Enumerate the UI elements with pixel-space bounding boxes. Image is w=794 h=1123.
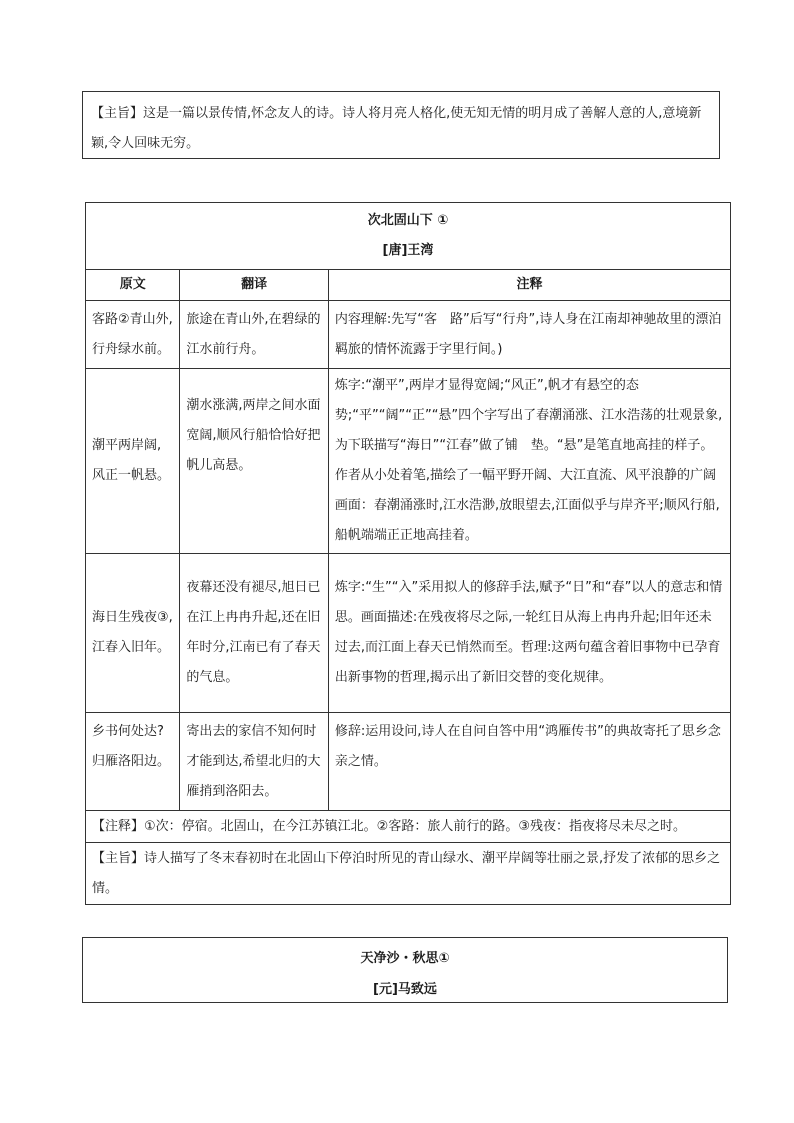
theme-row [86,843,731,905]
poem-title: 次北固山下 ① [367,213,449,228]
table-row [86,301,731,369]
poem-title-row [86,203,731,270]
theme-label: 【主旨】 [92,850,145,866]
annotation-row [86,811,731,843]
annotation-label: 【注释】 [92,818,145,834]
poem-title-cell [86,203,731,270]
note-cell: 修辞:运用设问,诗人在自问自答中用“鸿雁传书”的典故寄托了思乡念亲之情。 [328,713,730,811]
theme-text: 诗人描写了冬末春初时在北固山下停泊时所见的青山绿水、潮平岸阔等壮丽之景,抒发了浓郁的思乡之情。 [92,850,721,896]
original-cell: 乡书何处达?归雁洛阳边。 [86,713,180,811]
theme-label: 【主旨】 [91,106,144,121]
theme-text: 这是一篇以景传情,怀念友人的诗。诗人将月亮人格化,使无知无情的明月成了善解人意的人,意境新颖,令人回味无穷。 [91,106,702,151]
annotation-cell [86,811,731,843]
table-row [86,369,731,554]
table-row [86,554,731,713]
translation-cell: 旅途在青山外,在碧绿的江水前行舟。 [180,301,329,369]
poem-author: [元]马致远 [373,982,437,997]
theme-box-previous [82,91,720,159]
header-original: 原文 [86,270,180,301]
header-notes: 注释 [328,270,730,301]
annotation-text: ①次：停宿。北固山，在今江苏镇江北。②客路：旅人前行的路。③残夜：指夜将尽未尽之时。 [144,818,686,834]
poem-title: 天净沙・秋思① [360,951,450,966]
original-cell: 客路②青山外,行舟绿水前。 [86,301,180,369]
original-cell: 潮平两岸阔,风正一帆悬。 [86,369,180,554]
theme-cell [86,843,731,905]
poem-author: [唐]王湾 [382,243,434,258]
column-header-row [86,270,731,301]
table-row [86,713,731,811]
note-cell: 炼字:“生”“入”采用拟人的修辞手法,赋予“日”和“春”以人的意志和情思。画面描述:在残夜将尽之际,一轮红日从海上冉冉升起;旧年还未过去,而江面上春天已悄然而至。哲理:这两句蕴含着旧事物中已孕育出新事物的哲理,揭示出了新旧交替的变化规律。 [328,554,730,713]
note-cell: 炼字:“潮平”,两岸才显得宽阔;“风正”,帆才有悬空的态势;“平”“阔”“正”“悬”四个字写出了春潮涌涨、江水浩荡的壮观景象,为下联描写“海日”“江春”做了铺 垫。“悬”是笔直地高挂的样子。作者从小处着笔,描绘了一幅平野开阔、大江直流、风平浪静的广阔画面：春潮涌涨时,江水浩渺,放眼望去,江面似乎与岸齐平;顺风行船,船帆端端正正地高挂着。 [328,369,730,554]
translation-cell: 夜幕还没有褪尽,旭日已在江上冉冉升起,还在旧年时分,江南已有了春天的气息。 [180,554,329,713]
poem-table-ci-beigushan [85,202,731,905]
translation-cell: 潮水涨满,两岸之间水面宽阔,顺风行船恰恰好把帆儿高悬。 [180,369,329,554]
original-cell: 海日生残夜③,江春入旧年。 [86,554,180,713]
poem-header-tianjingsha [82,937,728,1003]
note-cell: 内容理解:先写“客 路”后写“行舟”,诗人身在江南却神驰故里的漂泊羁旅的情怀流露于字里行间。) [328,301,730,369]
translation-cell: 寄出去的家信不知何时才能到达,希望北归的大雁捎到洛阳去。 [180,713,329,811]
header-translation: 翻译 [180,270,329,301]
